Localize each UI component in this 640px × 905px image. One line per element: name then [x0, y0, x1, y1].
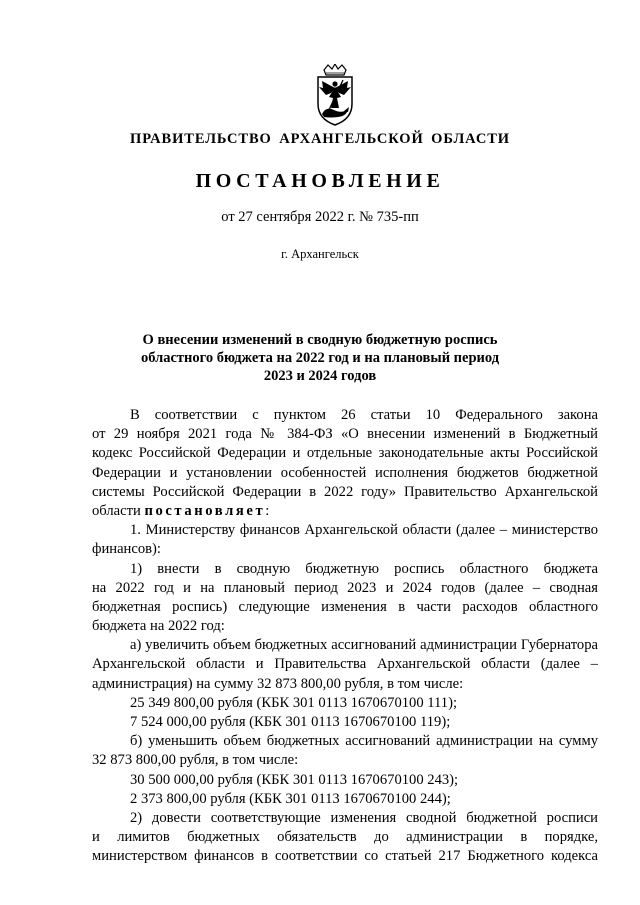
- body-line: финансов):: [92, 541, 161, 558]
- body-line: 1) внести в сводную бюджетную роспись областного бюджета: [130, 560, 598, 577]
- body-line: от 29 ноября 2021 года № 384-ФЗ «О внесении изменений в Бюджетный: [92, 426, 598, 443]
- document-body: [92, 406, 598, 867]
- title-line: областного бюджета на 2022 год и на плановый период: [140, 350, 500, 366]
- body-line: администрация) на сумму 32 873 800,00 рубля, в том числе:: [92, 675, 464, 692]
- body-text: :: [265, 502, 270, 519]
- body-line: 32 873 800,00 рубля, в том числе:: [92, 752, 299, 769]
- body-line: и лимитов бюджетных обязательств до администрации в порядке,: [92, 829, 598, 846]
- body-line: [92, 502, 598, 521]
- body-line: В соответствии с пунктом 26 статьи 10 Федерального закона: [130, 407, 598, 423]
- body-line: системы Российской Федерации в 2022 году» Правительство Архангельской: [92, 483, 598, 500]
- body-line: 25 349 800,00 рубля (КБК 301 0113 1670670100 111);: [130, 694, 458, 711]
- resolution-keyword: постановляет: [144, 502, 266, 519]
- document-type: ПОСТАНОВЛЕНИЕ: [195, 170, 445, 192]
- body-line: кодекс Российской Федерации и отдельные законодательные акты Российской: [92, 445, 598, 462]
- body-line: 2 373 800,00 рубля (КБК 301 0113 1670670100 244);: [130, 790, 451, 807]
- date-and-number: от 27 сентября 2022 г. № 735-пп: [221, 209, 419, 225]
- body-line: бюджета на 2022 год:: [92, 618, 225, 635]
- body-line: бюджетная роспись) следующие изменения в части расходов областного: [92, 598, 598, 615]
- body-line: министерством финансов в соответствии со статьей 217 Бюджетного кодекса: [92, 848, 598, 865]
- body-text: области: [92, 502, 145, 519]
- body-line: 2) довести соответствующие изменения сводной бюджетной росписи: [130, 809, 598, 826]
- organization-name: ПРАВИТЕЛЬСТВО АРХАНГЕЛЬСКОЙ ОБЛАСТИ: [130, 131, 510, 147]
- body-line: б) уменьшить объем бюджетных ассигнований администрации на сумму: [130, 733, 598, 750]
- title-line: 2023 и 2024 годов: [263, 368, 377, 384]
- body-line: 30 500 000,00 рубля (КБК 301 0113 1670670100 243);: [130, 771, 459, 788]
- body-line: а) увеличить объем бюджетных ассигнований администрации Губернатора: [130, 637, 598, 654]
- title-line: О внесении изменений в сводную бюджетную роспись: [142, 332, 498, 348]
- body-line: на 2022 год и на плановый период 2023 и 2024 годов (далее – сводная: [92, 579, 598, 596]
- body-line: 7 524 000,00 рубля (КБК 301 0113 1670670100 119);: [130, 714, 451, 730]
- body-line: 1. Министерству финансов Архангельской области (далее – министерство: [130, 522, 598, 539]
- coat-of-arms-emblem: [314, 64, 356, 126]
- body-line: Федерации и установлении особенностей исполнения бюджетов бюджетной: [92, 464, 598, 481]
- city: г. Архангельск: [281, 247, 359, 261]
- body-line: Архангельской области и Правительства Архангельской области (далее –: [92, 656, 598, 673]
- document-title: [0, 331, 640, 385]
